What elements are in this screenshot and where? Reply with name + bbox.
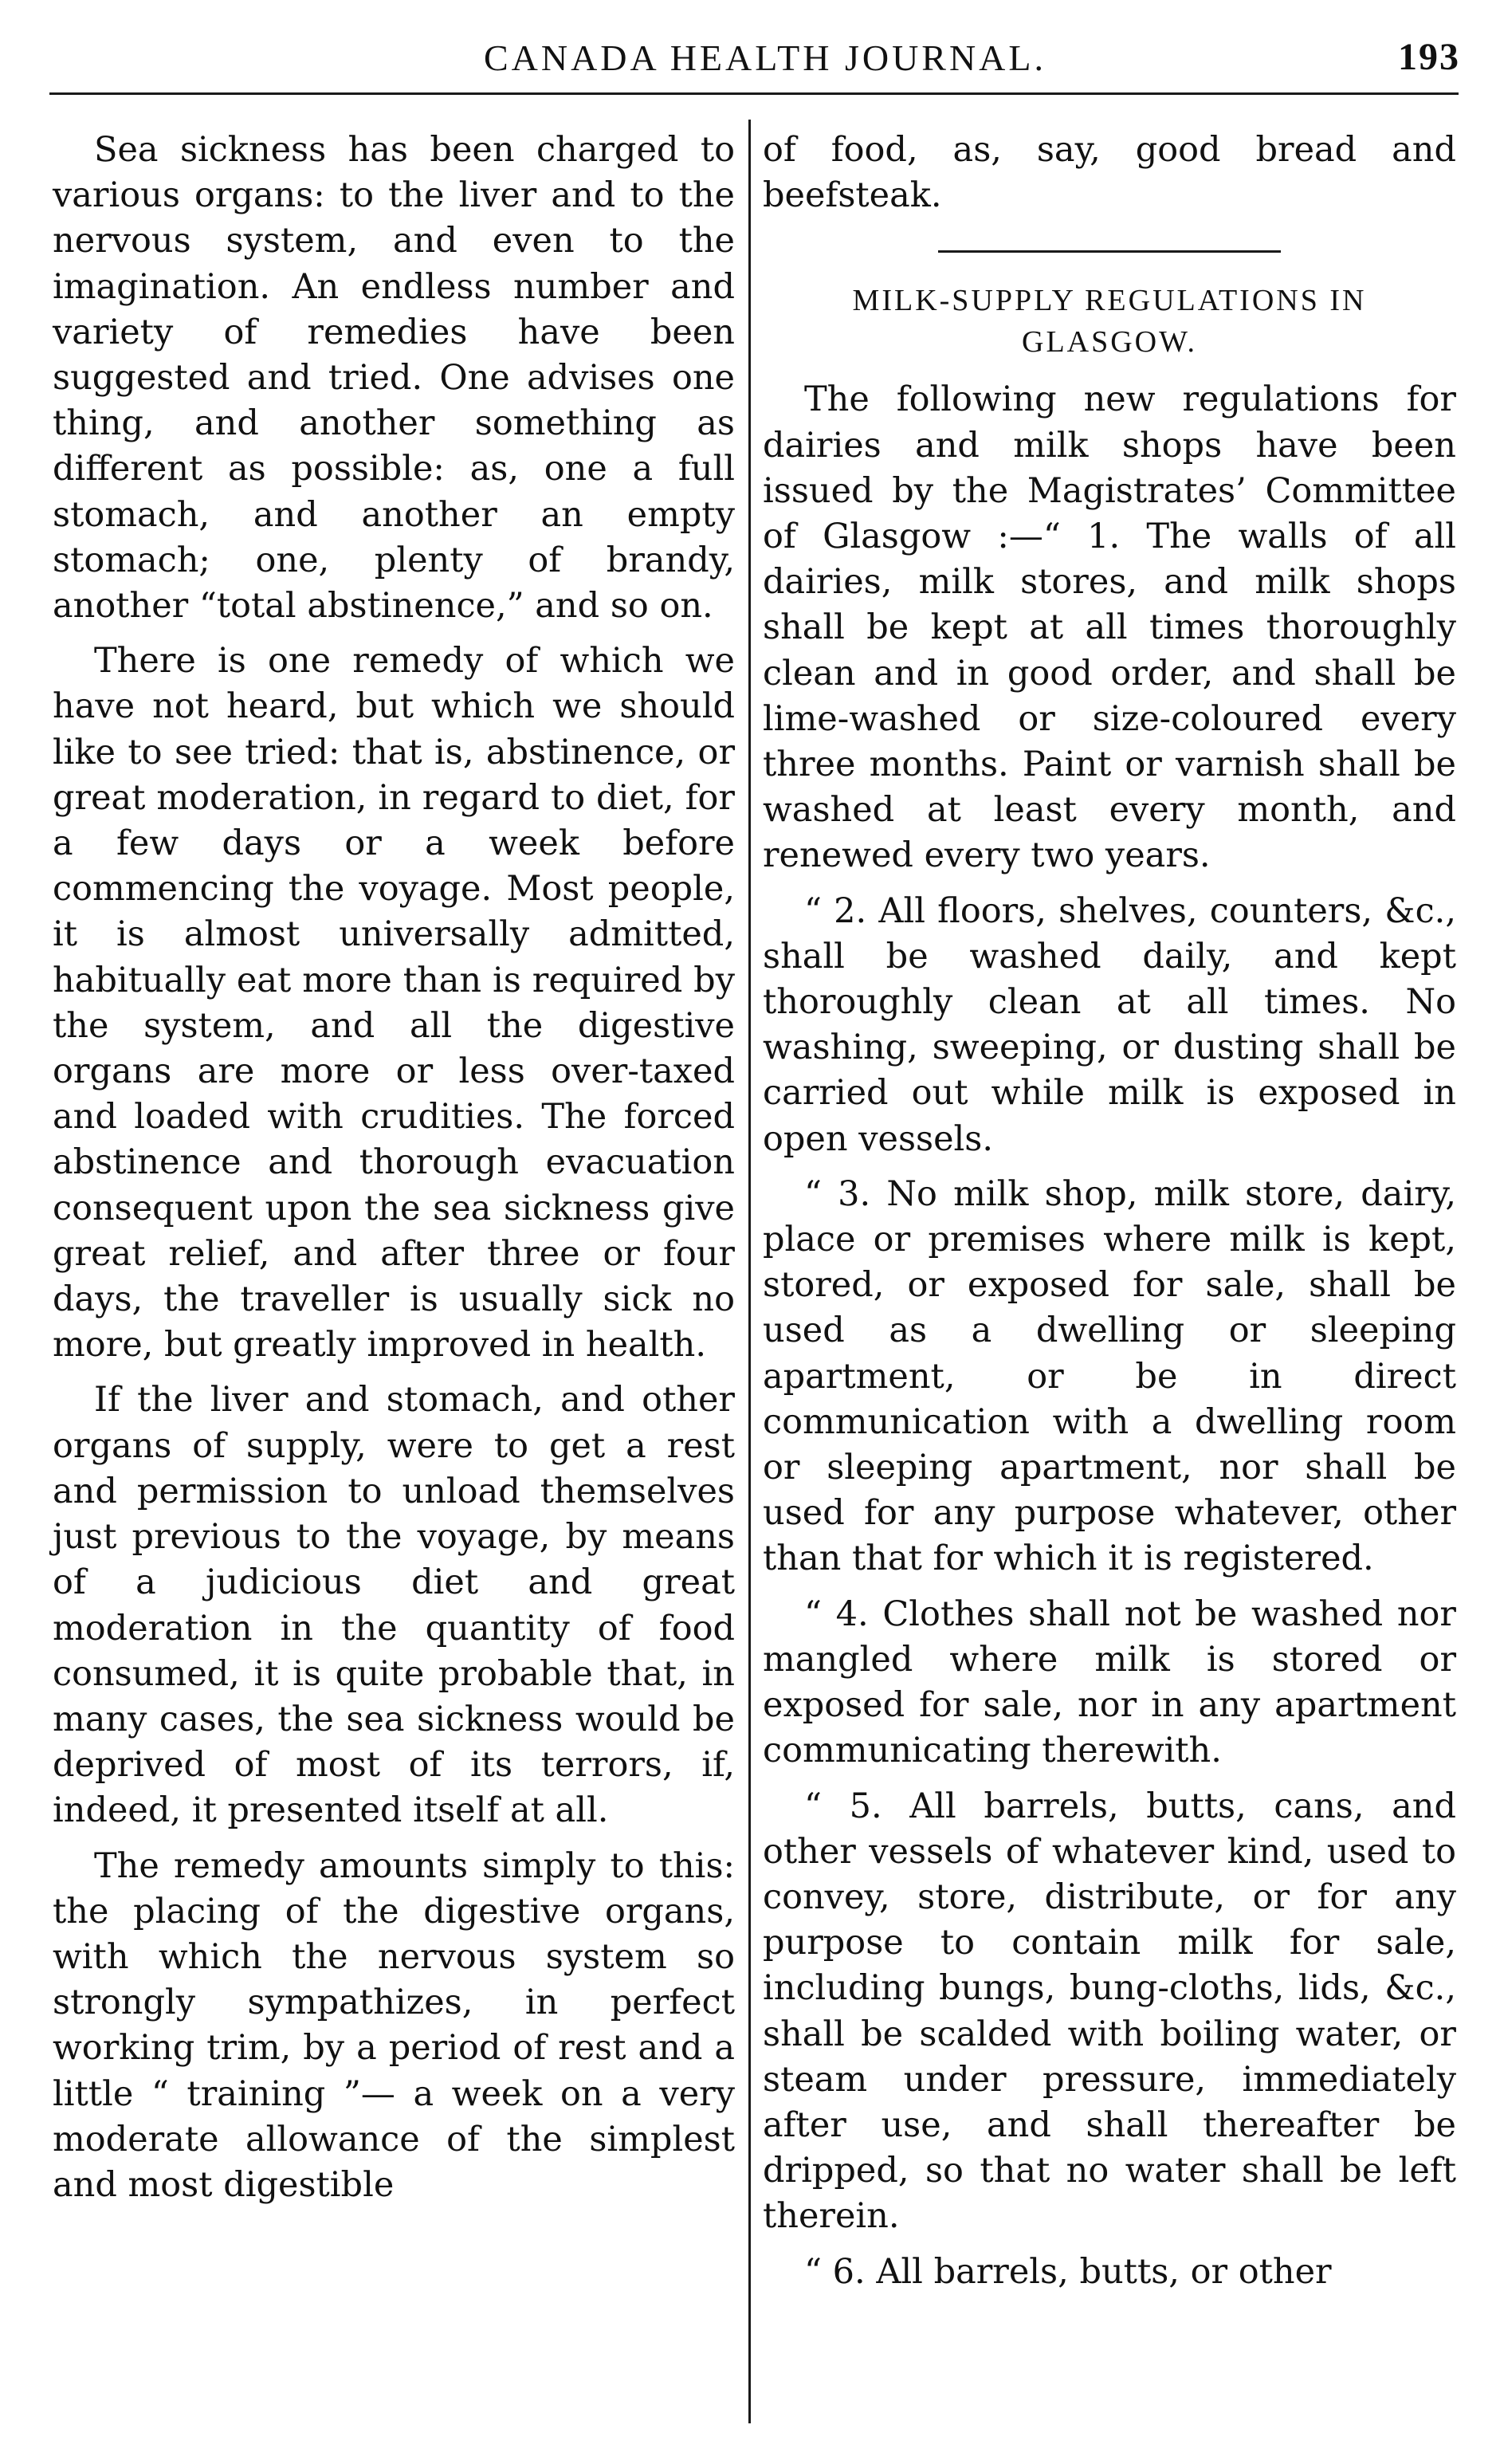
- left-paragraph-3: If the liver and stomach, and other organs of supply, were to get a rest and permission to unload themselves just previous to the voyage, by means of a judicious diet and great moderation in the quantity of food consumed, it is quite probable that, in many cases, the sea sickness would be deprived of most of its terrors, if, indeed, it presented itself at all.: [53, 1380, 735, 1831]
- header-rule: [49, 92, 1459, 95]
- continued-paragraph: of food, as, say, good bread and beefsteak.: [763, 130, 1456, 216]
- regulation-3-paragraph: “ 3. No milk shop, milk store, dairy, place or premises where milk is kept, stored, or exposed for sale, shall be used as a dwelling or sleeping apartment, or be in direct communication with a dwelling room or sleeping apartment, nor shall be used for any purpose whatever, other than that for which it is registered.: [763, 1173, 1456, 1579]
- left-column: [53, 128, 735, 2208]
- left-paragraph-4: The remedy amounts simply to this: the placing of the digestive organs, with which the nervous system so strongly sympathizes, in perfect working trim, by a period of rest and a little “ training ”— a week on a very moderate allowance of the simplest and most digestible: [53, 1845, 735, 2205]
- page-header: [48, 32, 1460, 88]
- right-column: [763, 128, 1456, 2295]
- regulation-6-paragraph: “ 6. All barrels, butts, or other: [804, 2251, 1332, 2292]
- regulation-intro-paragraph: The following new regulations for dairies and milk shops have been issued by the Magistrates’ Committee of Glasgow :—“ 1. The walls of all dairies, milk stores, and milk shops shall be kept at all times thoroughly clean and in good order, and shall be lime-washed or size-coloured every three months. Paint or varnish shall be washed at least every month, and renewed every two years.: [763, 379, 1456, 876]
- section-heading: MILK-SUPPLY REGULATIONS IN GLASGOW.: [852, 284, 1367, 360]
- left-paragraph-1: Sea sickness has been charged to various organs: to the liver and to the nervous system, and even to the imagination. An endless number and variety of remedies have been suggested and tried. One advises one thing, and another something as different as possible: as, one a full stomach, and another an empty stomach; one, plenty of brandy, another “total abstinence,” and so on.: [53, 130, 735, 627]
- running-head: CANADA HEALTH JOURNAL.: [483, 37, 1047, 78]
- regulation-2-paragraph: “ 2. All floors, shelves, counters, &c., shall be washed daily, and kept thoroughly clean at all times. No washing, sweeping, or dusting shall be carried out while milk is exposed in open vessels.: [763, 890, 1456, 1159]
- regulation-5-paragraph: “ 5. All barrels, butts, cans, and other vessels of whatever kind, used to convey, store, distribute, or for any purpose to contain milk for sale, including bungs, bung-cloths, lids, &c., shall be scalded with boiling water, or steam under pressure, immediately after use, and shall thereafter be dripped, so that no water shall be left therein.: [763, 1786, 1456, 2237]
- column-divider: [748, 120, 751, 2423]
- left-paragraph-2: There is one remedy of which we have not heard, but which we should like to see tried: that is, abstinence, or great moderation, in regard to diet, for a few days or a week before commencing the voyage. Most people, it is almost universally admitted, habitually eat more than is required by the system, and all the digestive organs are more or less over-taxed and loaded with crudities. The forced abstinence and thorough evacuation consequent upon the sea sickness give great relief, and after three or four days, the traveller is usually sick no more, but greatly improved in health.: [53, 641, 735, 1366]
- section-rule: [938, 250, 1281, 253]
- page-number: 193: [1398, 36, 1460, 78]
- regulation-4-paragraph: “ 4. Clothes shall not be washed nor mangled where milk is stored or exposed for sale, nor in any apartment communicating therewith.: [763, 1594, 1456, 1771]
